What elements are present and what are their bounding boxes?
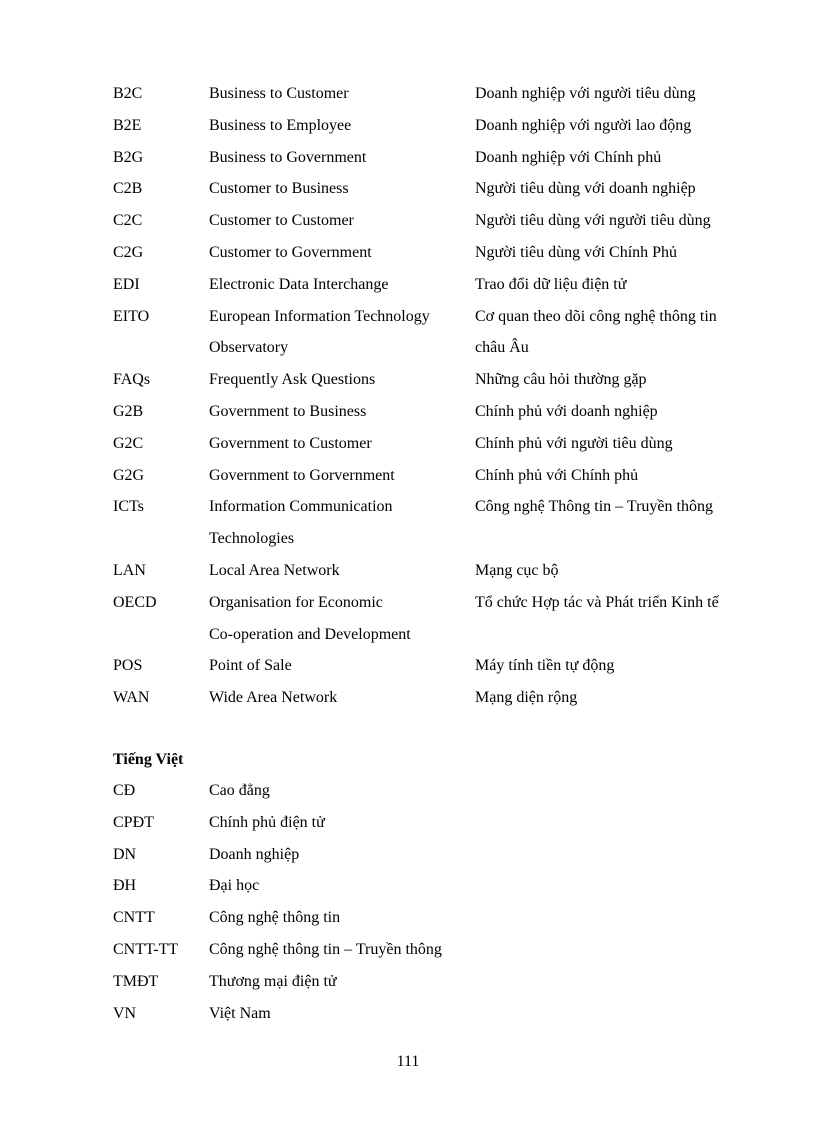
english-expansion: Organisation for Economic <box>209 593 383 611</box>
vietnamese-translation: Người tiêu dùng với doanh nghiệp <box>475 180 696 198</box>
abbreviation-term: C2C <box>113 212 143 230</box>
abbreviation-term: ICTs <box>113 498 144 516</box>
abbreviation-meaning: Thương mại điện tử <box>209 972 337 990</box>
abbreviation-row-continuation <box>113 332 773 364</box>
abbreviation-term: WAN <box>113 689 150 707</box>
abbreviation-row <box>113 682 773 714</box>
english-expansion: Point of Sale <box>209 657 292 675</box>
abbreviation-term: G2G <box>113 466 145 484</box>
english-expansion: European Information Technology <box>209 307 430 325</box>
abbreviation-term: FAQs <box>113 371 151 389</box>
abbreviation-meaning: Đại học <box>209 877 260 895</box>
section-title: Tiếng Việt <box>113 751 184 768</box>
abbreviation-term: DN <box>113 845 137 863</box>
abbreviation-row <box>113 555 773 587</box>
vietnamese-translation: Doanh nghiệp với Chính phủ <box>475 148 662 166</box>
vietnamese-translation: Mạng diện rộng <box>475 689 578 707</box>
vietnamese-abbreviation-row <box>113 775 773 807</box>
vietnamese-translation: Cơ quan theo dõi công nghệ thông tin <box>475 307 717 325</box>
abbreviation-row <box>113 142 773 174</box>
abbreviation-term: CNTT-TT <box>113 940 179 958</box>
vietnamese-translation <box>475 619 773 651</box>
vietnamese-translation: Những câu hỏi thường gặp <box>475 371 647 389</box>
abbreviation-row <box>113 110 773 142</box>
abbreviation-term: B2E <box>113 116 142 134</box>
vietnamese-abbreviation-row <box>113 870 773 902</box>
abbreviation-row <box>113 237 773 269</box>
english-expansion: Customer to Government <box>209 243 372 261</box>
vietnamese-abbreviation-section <box>113 745 773 1029</box>
abbreviation-term: VN <box>113 1004 137 1022</box>
english-expansion: Electronic Data Interchange <box>209 275 389 293</box>
vietnamese-abbreviation-row <box>113 934 773 966</box>
english-expansion: Local Area Network <box>209 561 340 579</box>
abbreviation-row <box>113 205 773 237</box>
abbreviation-meaning: Công nghệ thông tin – Truyền thông <box>209 940 442 958</box>
vietnamese-translation: Tổ chức Hợp tác và Phát triển Kinh tế <box>475 593 719 611</box>
abbreviation-term: OECD <box>113 593 157 611</box>
vietnamese-translation: Chính phủ với người tiêu dùng <box>475 434 673 452</box>
abbreviation-term: G2B <box>113 402 144 420</box>
abbreviation-table <box>113 78 773 714</box>
abbreviation-row-continuation <box>113 619 773 651</box>
english-expansion: Co-operation and Development <box>209 625 411 643</box>
english-expansion: Wide Area Network <box>209 689 338 707</box>
abbreviation-row <box>113 428 773 460</box>
abbreviation-row <box>113 587 773 619</box>
abbreviation-term: C2G <box>113 243 144 261</box>
abbreviation-meaning: Công nghệ thông tin <box>209 909 341 927</box>
vietnamese-translation: Người tiêu dùng với người tiêu dùng <box>475 212 711 230</box>
abbreviation-row-continuation <box>113 523 773 555</box>
english-expansion: Business to Employee <box>209 116 352 134</box>
vietnamese-translation: Doanh nghiệp với người lao động <box>475 116 692 134</box>
vietnamese-abbreviation-row <box>113 998 773 1030</box>
abbreviation-meaning: Việt Nam <box>209 1004 271 1022</box>
abbreviation-term: B2C <box>113 85 143 102</box>
abbreviation-term: EDI <box>113 275 140 293</box>
abbreviation-row <box>113 269 773 301</box>
abbreviation-meaning: Doanh nghiệp <box>209 845 300 863</box>
vietnamese-translation: Công nghệ Thông tin – Truyền thông <box>475 498 713 516</box>
abbreviation-term <box>113 619 209 651</box>
abbreviation-row <box>113 396 773 428</box>
vietnamese-abbreviation-list <box>113 775 773 1029</box>
abbreviation-row <box>113 301 773 333</box>
page-number: 111 <box>396 1053 420 1070</box>
abbreviation-term: CNTT <box>113 909 155 927</box>
abbreviation-term: ĐH <box>113 877 137 895</box>
abbreviation-term <box>113 523 209 555</box>
abbreviation-row <box>113 78 773 110</box>
english-expansion: Customer to Business <box>209 180 349 198</box>
english-expansion: Government to Customer <box>209 434 372 452</box>
vietnamese-abbreviation-row <box>113 902 773 934</box>
vietnamese-translation: Chính phủ với Chính phủ <box>475 466 639 484</box>
vietnamese-translation <box>475 523 773 555</box>
abbreviation-term: CPĐT <box>113 813 154 831</box>
english-expansion: Technologies <box>209 530 295 548</box>
abbreviation-term: EITO <box>113 307 150 325</box>
vietnamese-translation: Trao đổi dữ liệu điện tử <box>475 275 627 293</box>
abbreviation-row <box>113 650 773 682</box>
english-expansion: Customer to Customer <box>209 212 354 230</box>
abbreviation-term: CĐ <box>113 782 136 799</box>
vietnamese-translation: châu Âu <box>475 339 529 357</box>
english-expansion: Observatory <box>209 339 289 357</box>
vietnamese-translation: Mạng cục bộ <box>475 561 559 579</box>
abbreviation-meaning: Cao đẳng <box>209 782 270 799</box>
vietnamese-abbreviation-row <box>113 807 773 839</box>
vietnamese-translation: Doanh nghiệp với người tiêu dùng <box>475 85 696 102</box>
abbreviation-term: C2B <box>113 180 143 198</box>
abbreviation-term: B2G <box>113 148 144 166</box>
abbreviation-meaning: Chính phủ điện tử <box>209 813 325 831</box>
english-expansion: Frequently Ask Questions <box>209 371 376 389</box>
abbreviation-term: G2C <box>113 434 144 452</box>
english-expansion: Information Communication <box>209 498 393 516</box>
abbreviation-term: POS <box>113 657 143 675</box>
vietnamese-abbreviation-row <box>113 966 773 998</box>
english-expansion: Government to Gorvernment <box>209 466 395 484</box>
vietnamese-translation: Máy tính tiền tự động <box>475 657 615 675</box>
abbreviation-row <box>113 364 773 396</box>
abbreviation-row <box>113 460 773 492</box>
vietnamese-translation: Chính phủ với doanh nghiệp <box>475 402 658 420</box>
abbreviation-term: LAN <box>113 561 146 579</box>
english-expansion: Government to Business <box>209 402 367 420</box>
abbreviation-term: TMĐT <box>113 972 159 990</box>
abbreviation-term <box>113 332 209 364</box>
english-expansion: Business to Government <box>209 148 367 166</box>
abbreviation-row <box>113 173 773 205</box>
abbreviation-row <box>113 491 773 523</box>
english-expansion: Business to Customer <box>209 85 349 102</box>
vietnamese-translation: Người tiêu dùng với Chính Phủ <box>475 243 678 261</box>
vietnamese-abbreviation-row <box>113 839 773 871</box>
